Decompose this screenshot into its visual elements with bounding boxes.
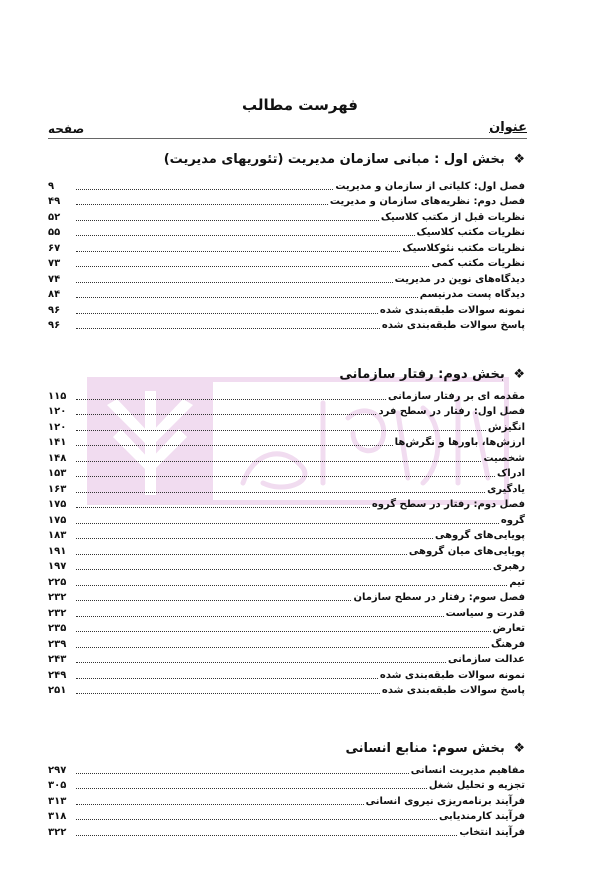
- toc-entry[interactable]: [48, 193, 527, 209]
- entry-label: نمونه سوالات طبقه‌بندی شده: [379, 304, 525, 316]
- entry-label: تعارض: [492, 623, 525, 634]
- dot-leader: [76, 281, 393, 283]
- entry-page-number: ۳۰۵: [48, 780, 67, 791]
- entry-page-number: ۹: [48, 180, 55, 192]
- column-header-page: صفحه: [48, 122, 85, 136]
- entry-label: پاسخ سوالات طبقه‌بندی شده: [381, 320, 525, 331]
- dot-leader: [76, 265, 429, 267]
- dot-leader: [76, 553, 407, 555]
- entry-page-number: ۹۶: [48, 320, 61, 331]
- dot-leader: [76, 787, 427, 789]
- dot-leader: [76, 615, 444, 617]
- entry-page-number: ۲۳۵: [48, 623, 67, 634]
- entry-page-number: ۲۹۷: [48, 764, 67, 776]
- dot-leader: [76, 327, 380, 329]
- toc-entry[interactable]: [48, 496, 527, 512]
- dot-leader: [76, 250, 400, 252]
- entry-page-number: ۲۲۵: [48, 576, 67, 588]
- toc-entry[interactable]: [48, 777, 527, 793]
- dot-leader: [76, 522, 499, 524]
- entry-label: فصل اول: کلیاتی از سازمان و مدیریت: [335, 180, 525, 192]
- dot-leader: [76, 677, 378, 679]
- dot-leader: [76, 413, 376, 415]
- entry-label: تجزیه و تحلیل شغل: [428, 780, 525, 791]
- entry-label: ادراک: [497, 468, 525, 479]
- entry-label: پویایی‌های گروهی: [434, 530, 525, 541]
- entry-label: رهبری: [492, 561, 525, 572]
- entry-page-number: ۱۶۳: [48, 483, 67, 495]
- entry-label: فصل دوم: رفتار در سطح گروه: [371, 499, 525, 510]
- entry-label: مقدمه ای بر رفتار سازمانی: [388, 390, 525, 402]
- dot-leader: [76, 584, 507, 586]
- entry-page-number: ۸۴: [48, 289, 61, 300]
- toc-entry[interactable]: [48, 808, 527, 824]
- toc-section-2: [48, 363, 527, 697]
- entry-label: مفاهیم مدیریت انسانی: [410, 764, 525, 776]
- toc-entry[interactable]: [48, 301, 527, 317]
- entry-page-number: ۳۱۸: [48, 811, 67, 822]
- toc-entry[interactable]: [48, 449, 527, 465]
- toc-entry[interactable]: [48, 286, 527, 302]
- entry-label: گروه: [500, 514, 525, 526]
- column-header-title: عنوان: [489, 120, 527, 135]
- dot-leader: [76, 234, 415, 236]
- toc-entry[interactable]: [48, 527, 527, 543]
- toc-entry[interactable]: [48, 317, 527, 333]
- entry-page-number: ۱۴۱: [48, 437, 67, 448]
- toc-entry[interactable]: [48, 604, 527, 620]
- entry-page-number: ۲۳۹: [48, 638, 67, 650]
- entry-page-number: ۹۶: [48, 304, 61, 316]
- entry-page-number: ۲۴۳: [48, 654, 67, 665]
- toc-entry[interactable]: [48, 387, 527, 403]
- toc-entry[interactable]: [48, 403, 527, 419]
- section-heading-text: بخش دوم: رفتار سازمانی: [339, 367, 505, 382]
- dot-leader: [76, 568, 491, 570]
- entry-page-number: ۱۹۱: [48, 545, 67, 557]
- toc-entry[interactable]: [48, 208, 527, 224]
- toc-section-3: [48, 737, 527, 839]
- entry-label: دیدگاه پست مدرنیسم: [419, 289, 525, 300]
- entry-label: تیم: [509, 576, 525, 588]
- dot-leader: [76, 475, 495, 477]
- toc-entry[interactable]: [48, 270, 527, 286]
- dot-leader: [76, 818, 437, 820]
- entry-page-number: ۱۱۵: [48, 390, 67, 402]
- entry-label: فرآیند کارمندیابی: [438, 811, 525, 822]
- entry-page-number: ۱۵۳: [48, 468, 67, 479]
- diamond-bullet-icon: ❖: [513, 152, 525, 167]
- entry-page-number: ۱۹۷: [48, 561, 67, 572]
- toc-entry[interactable]: [48, 761, 527, 777]
- dot-leader: [76, 772, 409, 774]
- toc-entry[interactable]: [48, 224, 527, 240]
- toc-entry[interactable]: [48, 511, 527, 527]
- entry-page-number: ۱۴۸: [48, 452, 67, 464]
- toc-entry[interactable]: [48, 239, 527, 255]
- entry-label: نظریات مکتب نئوکلاسیک: [402, 242, 525, 254]
- entry-page-number: ۶۷: [48, 242, 61, 254]
- entry-page-number: ۷۴: [48, 273, 61, 285]
- dot-leader: [76, 491, 485, 493]
- dot-leader: [76, 444, 393, 446]
- entry-label: نظریات مکتب کلاسیک: [416, 227, 525, 238]
- entry-page-number: ۳۱۳: [48, 795, 67, 807]
- entry-label: پاسخ سوالات طبقه‌بندی شده: [381, 685, 525, 696]
- entry-page-number: ۳۲۲: [48, 826, 67, 838]
- toc-entry[interactable]: [48, 666, 527, 682]
- section-heading: [48, 363, 527, 387]
- toc-section-1: [48, 148, 527, 332]
- dot-leader: [76, 661, 446, 663]
- dot-leader: [76, 537, 433, 539]
- entry-label: قدرت و سیاست: [445, 607, 525, 619]
- toc-entry[interactable]: [48, 418, 527, 434]
- entry-label: فصل سوم: رفتار در سطح سازمان: [353, 592, 525, 603]
- section-heading-text: بخش سوم: منابع انسانی: [345, 741, 505, 756]
- toc-entry[interactable]: [48, 823, 527, 839]
- section-heading-text: بخش اول : مبانی سازمان مدیریت (تئوریهای مدیریت): [163, 152, 505, 167]
- toc-entry[interactable]: [48, 573, 527, 589]
- diamond-bullet-icon: ❖: [513, 741, 525, 756]
- toc-entry[interactable]: [48, 635, 527, 651]
- entry-label: عدالت سازمانی: [447, 654, 525, 665]
- entry-page-number: ۲۳۲: [48, 592, 67, 603]
- entry-page-number: ۷۳: [48, 258, 61, 269]
- entry-label: شخصیت: [483, 452, 525, 464]
- dot-leader: [76, 506, 370, 508]
- entry-label: فرهنگ: [490, 638, 525, 650]
- toc-entry[interactable]: [48, 792, 527, 808]
- dot-leader: [76, 630, 491, 632]
- entry-page-number: ۴۹: [48, 196, 61, 207]
- toc-entry[interactable]: [48, 542, 527, 558]
- entry-page-number: ۱۸۳: [48, 530, 67, 541]
- toc-entry[interactable]: [48, 434, 527, 450]
- entry-page-number: ۵۲: [48, 211, 61, 223]
- entry-label: فرآیند انتخاب: [459, 826, 525, 838]
- entry-page-number: ۵۵: [48, 227, 61, 238]
- entry-page-number: ۱۲۰: [48, 406, 67, 417]
- entry-label: نظریات قبل از مکتب کلاسیک: [380, 211, 525, 223]
- entry-label: انگیزش: [487, 421, 525, 433]
- toc-entry[interactable]: [48, 620, 527, 636]
- dot-leader: [76, 203, 328, 205]
- entry-label: فصل دوم: نظریه‌های سازمان و مدیریت: [329, 196, 525, 207]
- toc-entry[interactable]: [48, 651, 527, 667]
- entry-page-number: ۱۷۵: [48, 514, 67, 526]
- toc-entry[interactable]: [48, 480, 527, 496]
- entry-page-number: ۲۳۲: [48, 607, 67, 619]
- entry-label: نظریات مکتب کمی: [431, 258, 525, 269]
- dot-leader: [76, 429, 486, 431]
- toc-entry[interactable]: [48, 177, 527, 193]
- column-header-rule: [48, 122, 527, 139]
- toc-entry[interactable]: [48, 682, 527, 698]
- diamond-bullet-icon: ❖: [513, 367, 525, 382]
- entry-page-number: ۲۴۹: [48, 669, 67, 681]
- dot-leader: [76, 803, 364, 805]
- page-title: فهرست مطالب: [242, 96, 358, 114]
- entry-page-number: ۱۷۵: [48, 499, 67, 510]
- dot-leader: [76, 296, 418, 298]
- dot-leader: [76, 398, 386, 400]
- entry-label: یادگیری: [487, 483, 525, 495]
- dot-leader: [76, 692, 380, 694]
- dot-leader: [76, 312, 378, 314]
- entry-label: دیدگاه‌های نوین در مدیریت: [394, 273, 525, 285]
- toc-entry[interactable]: [48, 465, 527, 481]
- toc-entry[interactable]: [48, 589, 527, 605]
- dot-leader: [76, 460, 481, 462]
- toc-entry[interactable]: [48, 558, 527, 574]
- entry-page-number: ۲۵۱: [48, 685, 67, 696]
- entry-label: پویایی‌های میان گروهی: [408, 545, 525, 557]
- dot-leader: [76, 599, 351, 601]
- section-heading: [48, 148, 527, 172]
- entry-label: فرآیند برنامه‌ریزی نیروی انسانی: [365, 795, 525, 807]
- dot-leader: [76, 219, 379, 221]
- entry-label: نمونه سوالات طبقه‌بندی شده: [379, 669, 525, 681]
- entry-label: فصل اول: رفتار در سطح فرد: [378, 406, 525, 417]
- entry-label: ارزش‌ها، باورها و نگرش‌ها: [394, 437, 525, 448]
- dot-leader: [76, 834, 457, 836]
- dot-leader: [76, 188, 333, 190]
- entry-page-number: ۱۲۰: [48, 421, 67, 433]
- dot-leader: [76, 646, 489, 648]
- section-heading: [48, 737, 527, 761]
- toc-entry[interactable]: [48, 255, 527, 271]
